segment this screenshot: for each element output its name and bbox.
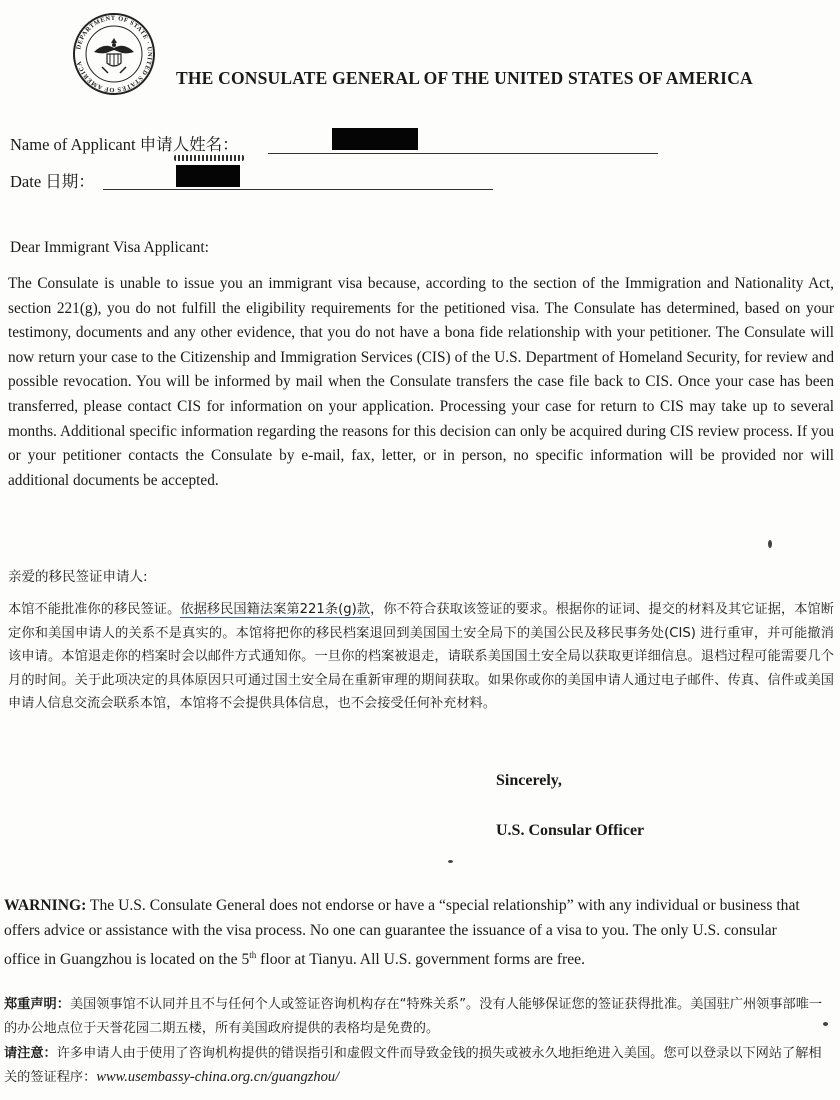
english-salutation: Dear Immigrant Visa Applicant: <box>10 239 209 256</box>
officer-title: U.S. Consular Officer <box>496 822 645 839</box>
scan-speck <box>768 540 772 548</box>
attention-label: 请注意： <box>4 1046 57 1061</box>
chinese-body-intro: 本馆不能批准你的移民签证。 <box>8 602 181 617</box>
chinese-statement <box>4 993 834 1040</box>
chinese-salutation: 亲爱的移民签证申请人: <box>8 569 148 585</box>
chinese-body-rest: ，你不符合获取该签证的要求。根据你的证词、提交的材料及其它证据，本馆断定你和美国申请人的关系不是真实的。本馆将把你的移民档案退回到美国国土安全局下的美国公民及移民事务处(CIS) 进行重审，并可能撤消该申请。本馆退走你的档案时会以邮件方式通知你。一旦你的档案被退走，请联系美国国土安全局以获取更详细信息。退档过程可能需要几个月的时间。关于此项决定的具体原因只可通过国土安全局在重新审理的期间获取。如果你或你的美国申请人通过电子邮件、传真、信件或美国申请人信息交流会联系本馆，本馆将不会提供具体信息，也不会接受任何补充材料。 <box>8 602 834 712</box>
closing-sincerely: Sincerely, <box>496 772 562 789</box>
statement-text: 美国领事馆不认同并且不与任何个人或签证咨询机构存在“特殊关系”。没有人能够保证您的签证获得批准。美国驻广州领事部唯一的办公地点位于天誉花园二期五楼，所有美国政府提供的表格均是免费的。 <box>4 997 823 1036</box>
warning-label: WARNING: <box>4 897 87 914</box>
department-of-state-seal <box>72 12 156 96</box>
warning-text-2: floor at Tianyu. All U.S. government forms are free. <box>256 951 585 969</box>
warning-text-1: The U.S. Consulate General does not endorse or have a “special relationship” with any individual or business that offers advice or assistance with the visa process. No one can guarantee the issuance of a visa to you. The only U.S. consular office in Guangzhou is located on the 5 <box>4 897 800 969</box>
consulate-website-url: www.usembassy-china.org.cn/guangzhou/ <box>96 1068 340 1085</box>
warning-superscript: th <box>249 950 257 960</box>
statement-label: 郑重声明： <box>4 997 70 1012</box>
chinese-body-underlined-clause: 依据移民国籍法案第221条(g)款 <box>180 602 371 617</box>
seal-text: DEPARTMENT OF STATE · UNITED STATES OF AMERICA <box>75 14 154 94</box>
chinese-body <box>8 598 834 716</box>
applicant-name-label: Name of Applicant 申请人姓名： <box>10 135 239 154</box>
redacted-applicant-name <box>332 128 418 150</box>
english-body: The Consulate is unable to issue you an immigrant visa because, according to the section of the Immigration and Nationality Act, section 221(g), you do not fulfill the eligibility requirements for the petitioned visa. The Consulate has determined, based on your testimony, documents and any other evidence, that you do not have a bona fide relationship with your petitioner. The Consulate will now return your case to the Citizenship and Immigration Services (CIS) of the U.S. Department of Homeland Security, for review and possible revocation. You will be informed by mail when the Consulate transfers the case file back to CIS. Once your case has been transferred, please contact CIS for information on your application. Processing your case for return to CIS may take up to several months. Additional specific information regarding the reasons for this decision can only be acquired during CIS review process. If you or your petitioner contacts the Consulate by e-mail, fax, letter, or in person, no specific information will be provided nor will additional documents be accepted. <box>8 275 834 489</box>
scan-speck <box>448 860 453 863</box>
document-title: THE CONSULATE GENERAL OF THE UNITED STATES OF AMERICA <box>176 68 753 88</box>
applicant-name-line <box>268 153 658 154</box>
redacted-date <box>176 165 240 187</box>
attention-text: 许多申请人由于使用了咨询机构提供的错误指引和虚假文件而导致金钱的损失或被永久地拒绝进入美国。您可以登录以下网站了解相关的签证程序： <box>4 1046 822 1085</box>
scan-speck <box>174 155 244 161</box>
scan-speck <box>823 1022 828 1026</box>
date-label: Date 日期： <box>10 172 95 191</box>
warning-notice <box>4 894 804 973</box>
date-line <box>103 189 493 190</box>
chinese-attention <box>4 1042 834 1089</box>
